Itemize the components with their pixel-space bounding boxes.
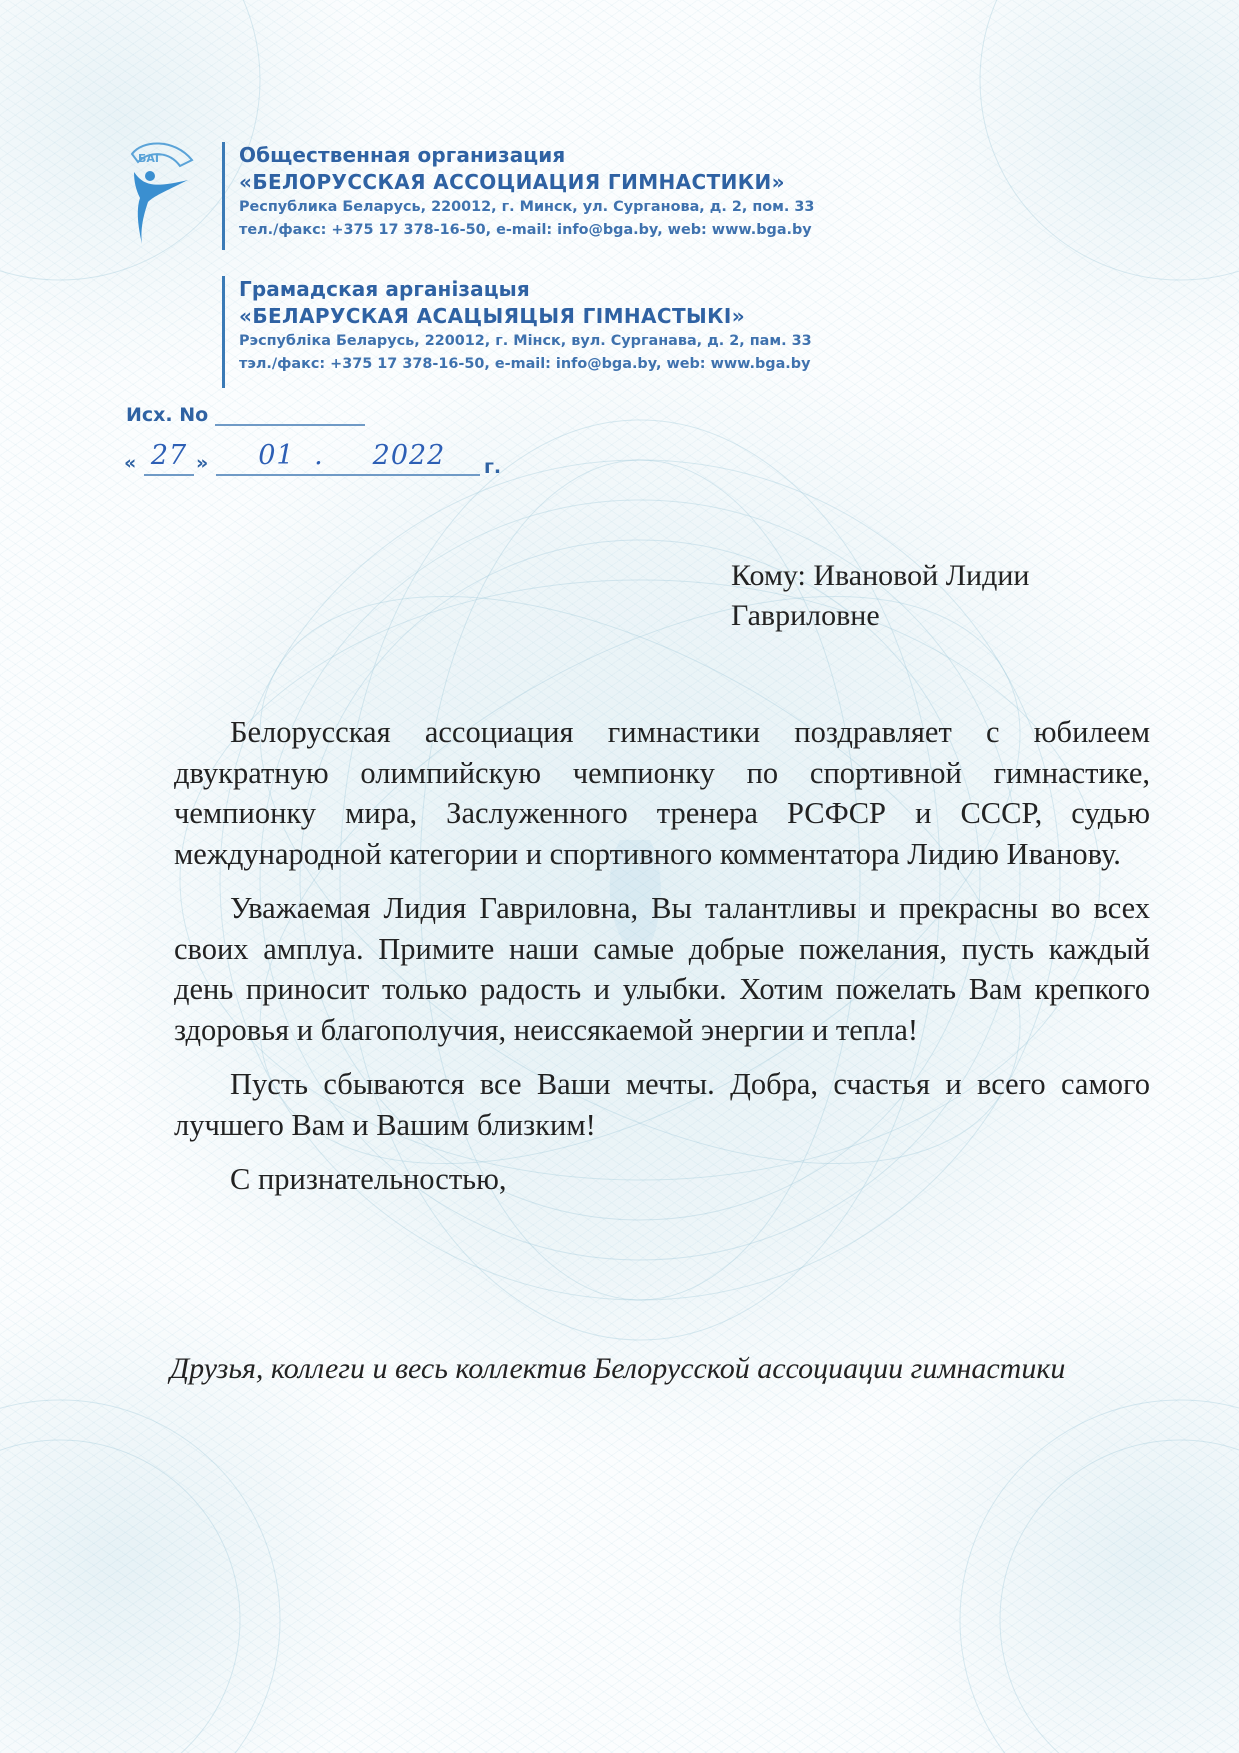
org-type-ru: Общественная организация bbox=[239, 143, 566, 167]
contacts-by: тэл./факс: +375 17 378-16-50, e-mail: info@bga.by, web: www.bga.by bbox=[239, 356, 811, 372]
gymnast-logo-icon bbox=[124, 136, 204, 246]
letter-body bbox=[174, 712, 1150, 1214]
date-month bbox=[216, 440, 366, 476]
addressee-block bbox=[731, 556, 1191, 636]
addressee-line-2: Гавриловне bbox=[731, 599, 880, 632]
date-year-underline-extra bbox=[454, 440, 480, 476]
letterhead-russian bbox=[222, 142, 814, 250]
date-open-quote: « bbox=[124, 452, 137, 474]
svg-text:БАГ: БАГ bbox=[138, 152, 162, 165]
signature-line: Друзья, коллеги и весь коллектив Белорусской ассоциации гимнастики bbox=[170, 1352, 1066, 1385]
org-name-by: «БЕЛАРУСКАЯ АСАЦЫЯЦЫЯ ГІМНАСТЫКІ» bbox=[239, 304, 746, 328]
association-logo bbox=[124, 136, 204, 246]
address-ru: Республика Беларусь, 220012, г. Минск, ул. Сурганова, д. 2, пом. 33 bbox=[239, 199, 815, 215]
closing-line: С признательностью, bbox=[230, 1162, 507, 1196]
outgoing-number-label: Исх. No bbox=[126, 404, 209, 426]
date-year-suffix: г. bbox=[484, 456, 502, 478]
date-year: 2022 bbox=[364, 440, 454, 476]
org-name-ru: «БЕЛОРУССКАЯ АССОЦИАЦИЯ ГИМНАСТИКИ» bbox=[239, 170, 785, 194]
date-separator: . bbox=[314, 440, 324, 471]
date-close-quote: » bbox=[196, 452, 209, 474]
addressee-line-1: Кому: Ивановой Лидии bbox=[731, 559, 1030, 592]
org-type-by: Грамадская арганізацыя bbox=[239, 277, 530, 301]
outgoing-reference bbox=[126, 404, 365, 426]
date-day: 27 bbox=[144, 440, 194, 476]
letterhead-belarusian bbox=[222, 276, 812, 388]
body-paragraph-2: Уважаемая Лидия Гавриловна, Вы талантливы и прекрасны во всех своих амплуа. Примите наши самые добрые пожелания, пусть каждый день приносит только радость и улыбки. Хотим пожелать Вам крепкого здоровья и благополучия, неиссякаемой энергии и тепла! bbox=[174, 891, 1150, 1047]
contacts-ru: тел./факс: +375 17 378-16-50, e-mail: info@bga.by, web: www.bga.by bbox=[239, 222, 812, 238]
body-paragraph-3: Пусть сбываются все Ваши мечты. Добра, счастья и всего самого лучшего Вам и Вашим близким! bbox=[174, 1067, 1150, 1142]
outgoing-number-field bbox=[215, 404, 365, 426]
address-by: Рэспубліка Беларусь, 220012, г. Мінск, вул. Сурганава, д. 2, пам. 33 bbox=[239, 333, 812, 349]
date-month-value: 01 bbox=[258, 440, 295, 471]
body-paragraph-1: Белорусская ассоциация гимнастики поздравляет с юбилеем двукратную олимпийскую чемпионку по спортивной гимнастике, чемпионку мира, Заслуженного тренера РСФСР и СССР, судью международной категории и спортивного комментатора Лидию Иванову. bbox=[174, 715, 1150, 871]
